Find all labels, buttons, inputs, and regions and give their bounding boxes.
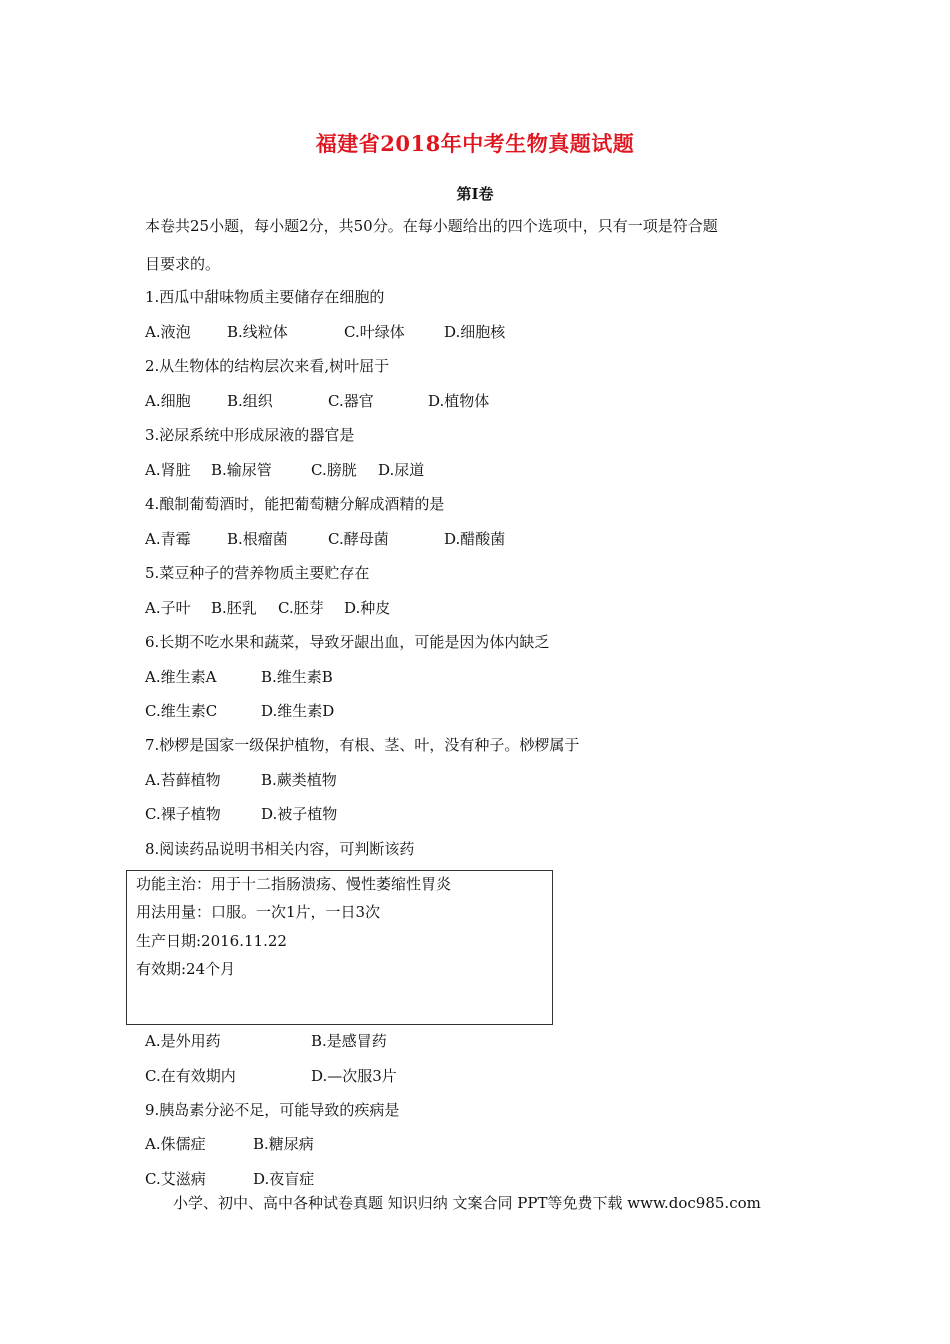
instructions-line-2: 目要求的。	[145, 255, 221, 273]
question-6-stem: 6.长期不吃水果和蔬菜，导致牙龈出血，可能是因为体内缺乏	[145, 633, 550, 651]
option-d: D.—次服3片	[311, 1067, 397, 1085]
drug-instructions-box	[126, 870, 553, 1025]
option-c: C.酵母菌	[328, 530, 389, 548]
option-a: A.肾脏	[145, 461, 191, 479]
option-c: C.叶绿体	[344, 323, 405, 341]
option-c: C.艾滋病	[145, 1170, 206, 1188]
question-1-stem: 1.西瓜中甜味物质主要储存在细胞的	[145, 288, 385, 306]
document-title: 福建省2018年中考生物真题试题	[315, 131, 635, 156]
option-a: A.侏儒症	[145, 1135, 206, 1153]
option-c: C.在有效期内	[145, 1067, 236, 1085]
instructions-line-1: 本卷共25小题，每小题2分，共50分。在每小题给出的四个选项中，只有一项是符合题	[145, 217, 718, 235]
option-c: C.膀胱	[311, 461, 357, 479]
option-a: A.细胞	[145, 392, 191, 410]
option-d: D.维生素D	[261, 702, 335, 720]
option-a: A.液泡	[145, 323, 191, 341]
option-a: A.维生素A	[145, 668, 217, 686]
option-c: C.器官	[328, 392, 374, 410]
question-9-stem: 9.胰岛素分泌不足，可能导致的疾病是	[145, 1101, 400, 1119]
option-a: A.青霉	[145, 530, 191, 548]
question-8-stem: 8.阅读药品说明书相关内容，可判断该药	[145, 840, 415, 858]
option-b: B.输尿管	[211, 461, 272, 479]
option-d: D.种皮	[344, 599, 391, 617]
drug-production-date: 生产日期:2016.11.22	[136, 932, 287, 950]
option-a: A.子叶	[145, 599, 191, 617]
section-heading: 第Ⅰ卷	[456, 185, 494, 203]
option-b: B.胚乳	[211, 599, 257, 617]
drug-dosage: 用法用量：口服。一次1片，一日3次	[136, 903, 381, 921]
option-c: C.胚芽	[278, 599, 324, 617]
option-d: D.细胞核	[444, 323, 506, 341]
option-b: B.组织	[227, 392, 273, 410]
option-d: D.被子植物	[261, 805, 338, 823]
option-b: B.是感冒药	[311, 1032, 387, 1050]
drug-validity: 有效期:24个月	[136, 960, 236, 978]
option-d: D.尿道	[378, 461, 425, 479]
option-b: B.蕨类植物	[261, 771, 337, 789]
option-d: D.植物体	[428, 392, 490, 410]
option-c: C.维生素C	[145, 702, 218, 720]
option-a: A.是外用药	[145, 1032, 221, 1050]
page-footer: 小学、初中、高中各种试卷真题 知识归纳 文案合同 PPT等免费下载 www.doc985.com	[173, 1194, 761, 1212]
option-d: D.夜盲症	[253, 1170, 315, 1188]
option-b: B.糖尿病	[253, 1135, 314, 1153]
option-a: A.苔藓植物	[145, 771, 221, 789]
question-3-stem: 3.泌尿系统中形成尿液的器官是	[145, 426, 355, 444]
question-5-stem: 5.菜豆种子的营养物质主要贮存在	[145, 564, 370, 582]
option-b: B.根瘤菌	[227, 530, 288, 548]
question-4-stem: 4.酿制葡萄酒时，能把葡萄糖分解成酒精的是	[145, 495, 445, 513]
option-c: C.裸子植物	[145, 805, 221, 823]
drug-indication: 功能主治：用于十二指肠溃疡、慢性萎缩性胃炎	[136, 875, 452, 893]
question-2-stem: 2.从生物体的结构层次来看,树叶屈于	[145, 357, 390, 375]
option-d: D.醋酸菌	[444, 530, 506, 548]
option-b: B.线粒体	[227, 323, 288, 341]
question-7-stem: 7.桫椤是国家一级保护植物，有根、茎、叶，没有种子。桫椤属于	[145, 736, 580, 754]
option-b: B.维生素B	[261, 668, 333, 686]
